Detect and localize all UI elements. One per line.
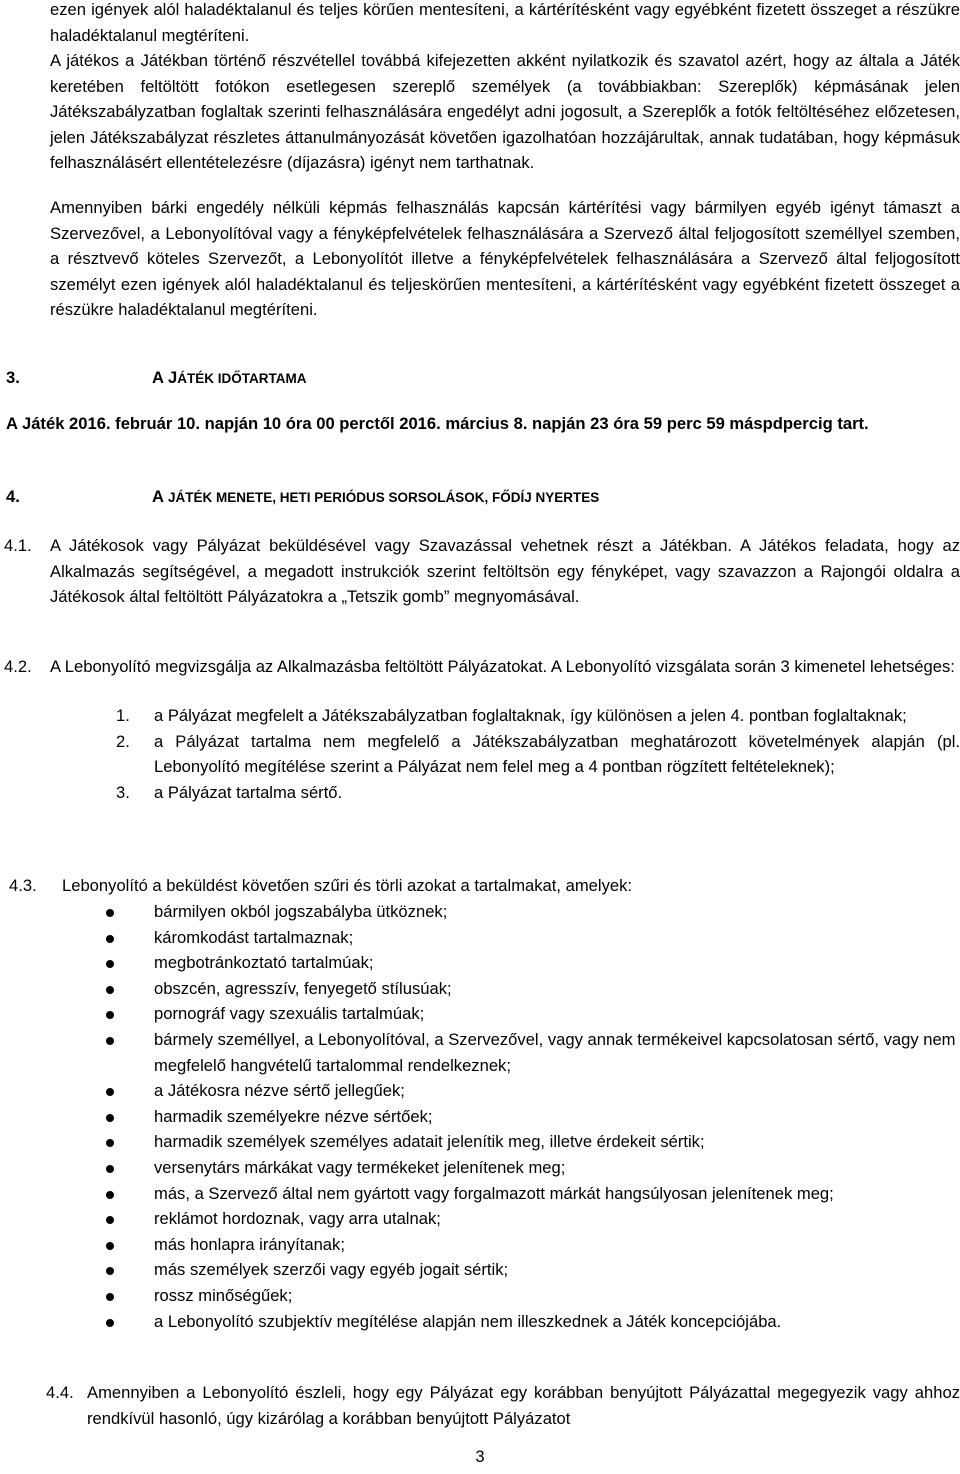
bullet-icon [106,1037,114,1045]
bullet-icon [106,986,114,994]
list-item: harmadik személyek személyes adatait jelenítik meg, illetve érdekeit sértik; [104,1129,960,1155]
page-number: 3 [475,1447,485,1466]
list-item: más honlapra irányítanak; [104,1232,960,1258]
bullet-icon [106,1088,114,1096]
paragraph-indemnity-end: ezen igények alól haladéktalanul és teljes körűen mentesíteni, a kártérítésként vagy egyébként fizetett összeget a részükre haladéktalanul megtéríteni. [50,0,960,45]
clause-4-2-text: A Lebonyolító megvizsgálja az Alkalmazásba feltöltött Pályázatokat. A Lebonyolító vizsgálata során 3 kimenetel lehetséges: [50,657,955,676]
clause-4-2-label: 4.2. [4,657,32,676]
list-item: reklámot hordoznak, vagy arra utalnak; [104,1206,960,1232]
bullet-icon [106,1011,114,1019]
clause-4-1-label: 4.1. [4,536,32,555]
bullet-icon [106,1114,114,1122]
list-item: más személyek szerzői vagy egyéb jogait sértik; [104,1257,960,1283]
section-3-number: 3. [6,368,20,387]
clause-4-3 [9,873,960,899]
list-item: pornográf vagy szexuális tartalmúak; [104,1001,960,1027]
list-item: versenytárs márkákat vagy termékeket jelenítenek meg; [104,1155,960,1181]
section-3-duration-text: A Játék 2016. február 10. napján 10 óra 00 perctől 2016. március 8. napján 23 óra 59 perc 59 máspdpercig tart. [6,414,869,433]
clause-4-3-text: Lebonyolító a beküldést követően szűri és törli azokat a tartalmakat, amelyek: [62,876,633,895]
list-item: káromkodást tartalmaznak; [104,925,960,951]
bullet-icon [106,1216,114,1224]
clause-4-1-text: A Játékosok vagy Pályázat beküldésével vagy Szavazással vehetnek részt a Játékban. A Játékos feladata, hogy az Alkalmazás segítségével, a megadott instrukciók szerint feltöltsön egy fényképet, vagy szavazzon a Rajongói oldalra a Játékosok által feltöltött Pályázatokra a „Tetszik gomb” megnyomásával. [50,536,960,607]
clause-4-2 [4,654,960,680]
bullet-icon [106,935,114,943]
section-3-title: A JÁTÉK IDŐTARTAMA [152,368,307,387]
list-item: a Lebonyolító szubjektív megítélése alapján nem illeszkednek a Játék koncepciójába. [104,1309,960,1335]
clause-4-3-label: 4.3. [9,876,37,895]
list-item: 3. a Pályázat tartalma sértő. [116,782,343,802]
clause-4-4-label: 4.4. [46,1383,74,1402]
section-4-number: 4. [6,487,20,506]
list-item: obszcén, agresszív, fenyegető stílusúak; [104,976,960,1002]
list-item: más, a Szervező által nem gyártott vagy forgalmazott márkát hangsúlyosan jelenítenek meg; [104,1181,960,1207]
outcome-list [116,703,960,805]
bullet-icon [106,1165,114,1173]
bullet-icon [106,1139,114,1147]
list-item: rossz minőségűek; [104,1283,960,1309]
clause-4-1 [4,533,960,610]
paragraph-player-statement: A játékos a Játékban történő részvétellel továbbá kifejezetten akként nyilatkozik és szavatol azért, hogy az általa a Játék keretében feltöltött fotókon esetlegesen szereplő személyek (a továbbiakban: Szereplők) képmásának jelen Játékszabályzatban foglaltak szerinti felhasználására engedélyt adni jogosult, a Szereplők a fotók feltöltéséhez előzetesen, jelen Játékszabályzat részletes áttanulmányozását követően igazolhatóan hozzájárultak, annak tudatában, hogy képmásuk felhasználásért ellentételezésre (díjazásra) igényt nem tarthatnak. [50,51,960,173]
list-item: bármely személlyel, a Lebonyolítóval, a Szervezővel, vagy annak termékeivel kapcsolatosan sértő, vagy nem megfelelő hangvételű tartalommal rendelkeznek; [104,1027,960,1078]
list-item: bármilyen okból jogszabályba ütköznek; [104,899,960,925]
list-item: 2. a Pályázat tartalma nem megfelelő a Játékszabályzatban meghatározott követelmények alapján (pl. Lebonyolító megítélése szerint a Pályázat nem felel meg a 4 pontban rögzített feltételeknek); [116,731,960,777]
bullet-icon [106,909,114,917]
list-item: 1. a Pályázat megfelelt a Játékszabályzatban foglaltaknak, így különösen a jelen 4. pontban foglaltaknak; [116,706,907,725]
bullet-icon [106,960,114,968]
filter-criteria-list [104,899,960,1334]
bullet-icon [106,1242,114,1250]
list-item: harmadik személyekre nézve sértőek; [104,1104,960,1130]
list-item: megbotránkoztató tartalmúak; [104,950,960,976]
bullet-icon [106,1191,114,1199]
bullet-icon [106,1293,114,1301]
bullet-icon [106,1319,114,1327]
list-item: a Játékosra nézve sértő jellegűek; [104,1078,960,1104]
section-4-title: A JÁTÉK MENETE, HETI PERIÓDUS SORSOLÁSOK, FŐDÍJ NYERTES [152,487,600,506]
paragraph-image-use-claims: Amennyiben bárki engedély nélküli képmás felhasználás kapcsán kártérítési vagy bármilyen egyéb igényt támaszt a Szervezővel, a Lebonyolítóval vagy a fényképfelvételek felhasználására a Szervező által feljogosított személlyel szemben, a résztvevő köteles Szervezőt, a Lebonyolítót illetve a fényképfelvételek felhasználására a Szervező által feljogosított személyt ezen igények alól haladéktalanul és teljeskörűen mentesíteni, a kártérítésként vagy egyébként fizetett összeget a részükre haladéktalanul megtéríteni. [50,198,960,320]
bullet-icon [106,1267,114,1275]
clause-4-4-text: Amennyiben a Lebonyolító észleli, hogy egy Pályázat egy korábban benyújtott Pályázattal megegyezik vagy ahhoz rendkívül hasonló, úgy kizárólag a korábban benyújtott Pályázatot [87,1383,960,1428]
clause-4-4 [46,1380,960,1431]
